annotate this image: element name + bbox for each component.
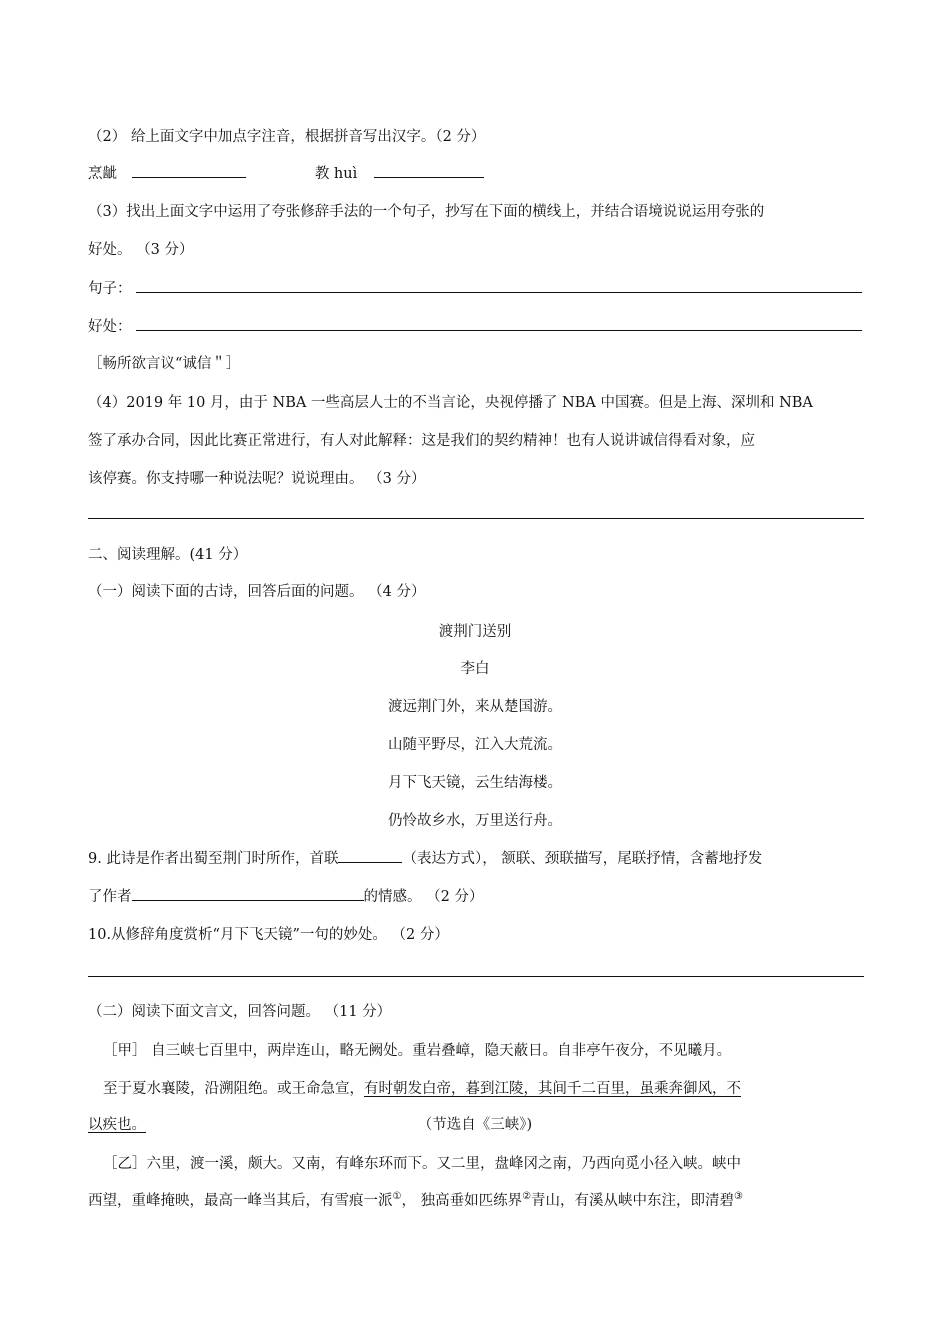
q10-prompt: 10.从修辞角度赏析“月下飞天镜”一句的妙处。 （2 分）: [88, 927, 449, 943]
q9-row2: [88, 885, 483, 906]
q3-sentence-blank[interactable]: [136, 278, 862, 293]
classical-heading: （二）阅读下面文言文，回答问题。 （11 分）: [88, 1004, 392, 1020]
q3-benefit-row: [88, 315, 862, 336]
q2-item1-label: 烹龇: [88, 166, 117, 182]
yi-line2-c: 青山，有溪从峡中东注，即清碧: [531, 1193, 735, 1209]
yi-line2-b: ， 独高垂如匹练界: [401, 1193, 523, 1209]
q4-line2: 签了承办合同，因此比赛正常进行，有人对此解释：这是我们的契约精神！也有人说讲诚信得看对象，应: [88, 433, 755, 449]
poem-line-3: 月下飞天镜，云生结海楼。: [388, 775, 562, 791]
poem-author: 李白: [460, 661, 490, 677]
yi-line1: ［乙］六里，渡一溪，颇大。又南，有峰东环而下。又二里，盘峰冈之南，乃西向觅小径入峡。峡中: [103, 1156, 741, 1172]
q3-benefit-label: 好处：: [88, 319, 132, 335]
q3-sentence-label: 句子：: [88, 281, 132, 297]
q4-answer-line[interactable]: [88, 518, 864, 519]
yi-line2-a: 西望，重峰掩映，最高一峰当其后，有雪痕一派: [88, 1193, 393, 1209]
q2-item1-blank[interactable]: [132, 163, 246, 178]
q9-part1: 9. 此诗是作者出蜀至荆门时所作，首联: [88, 851, 339, 867]
part2-sub1: （一）阅读下面的古诗，回答后面的问题。 （4 分）: [88, 584, 426, 600]
q2-item2-label: 教 huì: [314, 166, 358, 182]
footnote-1: ①: [392, 1191, 402, 1203]
jia-line2: [103, 1077, 741, 1098]
jia-line3-underlined: 以疾也。: [88, 1117, 146, 1133]
q9-blank1[interactable]: [338, 848, 402, 863]
q2-item2-blank[interactable]: [374, 163, 484, 178]
jia-line2-underlined: 有时朝发白帝，暮到江陵，其间千二百里，虽乘奔御风，不: [364, 1081, 741, 1097]
q3-prompt-line2: 好处。 （3 分）: [88, 242, 194, 258]
poem-line-1: 渡远荆门外，来从楚国游。: [388, 699, 562, 715]
section-heading: ［畅所欲言议“诚信＂］: [88, 356, 241, 372]
q2-prompt: （2） 给上面文字中加点字注音，根据拼音写出汉字。（2 分）: [88, 129, 486, 145]
footnote-2: ②: [522, 1191, 532, 1203]
poem-title: 渡荆门送别: [438, 624, 512, 640]
footnote-3: ③: [734, 1191, 744, 1203]
q9-part4: 的情感。 （2 分）: [363, 889, 484, 905]
q4-line1: （4）2019 年 10 月，由于 NBA 一些高层人士的不当言论，央视停播了 NBA 中国赛。但是上海、深圳和 NBA: [88, 395, 813, 411]
q3-sentence-row: [88, 277, 862, 298]
q3-benefit-blank[interactable]: [136, 316, 862, 331]
q10-answer-line[interactable]: [88, 976, 864, 977]
yi-line2: [88, 1189, 743, 1210]
part2-heading: 二、阅读理解。(41 分）: [88, 547, 248, 563]
q3-prompt-line1: （3）找出上面文字中运用了夸张修辞手法的一个句子，抄写在下面的横线上，并结合语境说说运用夸张的: [88, 204, 765, 220]
jia-line2-plain: 至于夏水襄陵，沿溯阻绝。或王命急宣，: [103, 1081, 364, 1097]
q2-answer-row: [88, 162, 484, 183]
q9-part3: 了作者: [88, 889, 132, 905]
q9-row1: [88, 847, 762, 868]
poem-line-2: 山随平野尽，江入大荒流。: [388, 737, 562, 753]
q9-part2: （表达方式）， 颔联、颈联描写，尾联抒情，含蓄地抒发: [402, 851, 763, 867]
jia-line1: ［甲］ 自三峡七百里中，两岸连山，略无阙处。重岩叠嶂，隐天蔽日。自非亭午夜分，不见曦月。: [103, 1043, 732, 1059]
jia-source: （节选自《三峡》): [417, 1117, 533, 1133]
poem-line-4: 仍怜故乡水，万里送行舟。: [388, 813, 562, 829]
q9-blank2[interactable]: [132, 886, 364, 901]
q4-line3: 该停赛。你支持哪一种说法呢？说说理由。 （3 分）: [88, 471, 426, 487]
